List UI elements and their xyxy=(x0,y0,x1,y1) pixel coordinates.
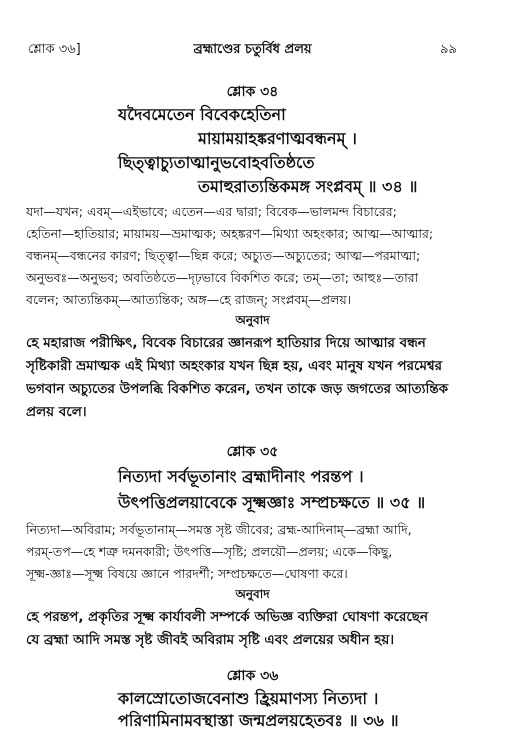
verse-35-word-meaning-line: সূক্ষ্ম-জ্ঞাঃ—সূক্ষ্ম বিষয়ে জ্ঞানে পারদর্শী; সম্প্রচক্ষতে—ঘোষণা করে। xyxy=(26,566,348,581)
verse-35-line-1: নিত্যদা সর্বভূতানাং ব্রহ্মাদীনাং পরন্তপ । xyxy=(118,467,364,486)
verse-34-translation-line: ভগবান অচ্যুতের উপলব্ধি বিকশিত করেন, তখন তাকে জড় জগতের আত্যন্তিক xyxy=(26,381,449,397)
verse-34-translation-line: প্রলয় বলে। xyxy=(26,404,87,420)
verse-36-line-1: কালস্রোতোজবেনাশু হ্রিয়মাণস্য নিত্যদা । xyxy=(118,689,379,708)
verse-35-word-meaning-line: নিত্যদা—অবিরাম; সর্বভূতানাম্—সমস্ত সৃষ্ট জীবের; ব্রহ্ম-আদিনাম্—ব্রহ্মা আদি, xyxy=(26,522,412,537)
verse-35-label: শ্লোক ৩৫ xyxy=(226,444,279,460)
header-verse-ref: শ্লোক ৩৬] xyxy=(28,42,81,57)
verse-35-word-meaning-line: পরম্-তপ—হে শত্রু দমনকারী; উৎপত্তি—সৃষ্টি; প্রলয়ৌ—প্রলয়; একে—কিছু, xyxy=(26,544,393,559)
verse-34-word-meaning-line: বলেন; আত্যন্তিকম্—আত্যন্তিক; অঙ্গ—হে রাজন্; সংপ্লবম্—প্রলয়। xyxy=(26,292,352,307)
verse-35-translation-label: অনুবাদ xyxy=(235,587,270,601)
verse-34-word-meaning-line: অনুভবঃ—অনুভব; অবতিষ্ঠতে—দৃঢ়ভাবে বিকশিত করে; তম্—তা; আহুঃ—তারা xyxy=(26,270,419,285)
verse-34-label: শ্লোক ৩৪ xyxy=(226,84,279,100)
page-number: ৯৯ xyxy=(440,42,457,57)
verse-35-line-2: উৎপত্তিপ্রলয়াবেকে সূক্ষ্মজ্ঞাঃ সম্প্রচক্ষতে ॥ ৩৫ ॥ xyxy=(118,493,426,512)
verse-35-translation-line: যে ব্রহ্মা আদি সমস্ত সৃষ্ট জীবই অবিরাম সৃষ্টি এবং প্রলয়ের অধীন হয়। xyxy=(26,632,395,648)
verse-34-line-3: ছিত্ত্বাচ্যুতাত্মানুভবোহবতিষ্ঠতে xyxy=(118,153,315,172)
verse-34-line-1: যদৈবমেতেন বিবেকহেতিনা xyxy=(118,105,286,124)
verse-34-line-4: তমাহুরাত্যন্তিকমঙ্গ সংপ্লবম্ ॥ ৩৪ ॥ xyxy=(198,177,418,196)
header-chapter-title: ব্রহ্মাণ্ডের চতুর্বিধ প্রলয় xyxy=(193,42,312,57)
verse-34-word-meaning-line: হেতিনা—হাতিয়ার; মায়াময়—ভ্রমাত্মক; অহঙ্করণ—মিথ্যা অহংকার; আত্ম—আত্মার; xyxy=(26,226,434,241)
verse-35-translation-line: হে পরন্তপ, প্রকৃতির সূক্ষ্ম কার্যাবলী সম্পর্কে অভিজ্ঞ ব্যক্তিরা ঘোষণা করেছেন xyxy=(26,609,429,625)
verse-34-translation-label: অনুবাদ xyxy=(235,313,270,327)
verse-36-label: শ্লোক ৩৬ xyxy=(226,668,279,684)
verse-34-translation-line: হে মহারাজ পরীক্ষিৎ, বিবেক বিচারের জ্ঞানরূপ হাতিয়ার দিয়ে আত্মার বন্ধন xyxy=(26,335,426,351)
verse-34-line-2: মায়াময়াহঙ্করণাত্মবন্ধনম্ । xyxy=(198,129,357,148)
verse-34-word-meaning-line: বন্ধনম্—বন্ধনের কারণ; ছিত্ত্বা—ছিন্ন করে; অচ্যুত—অচ্যুতের; আত্ম—পরমাত্মা; xyxy=(26,248,421,263)
verse-34-translation-line: সৃষ্টিকারী ভ্রমাত্মক এই মিথ্যা অহংকার যখন ছিন্ন হয়, এবং মানুষ যখন পরমেশ্বর xyxy=(26,358,443,374)
verse-34-word-meaning-line: যদা—যখন; এবম্—এইভাবে; এতেন—এর দ্বারা; বিবেক—ভালমন্দ বিচারের; xyxy=(26,204,397,219)
verse-36-line-2: পরিণামিনামবস্থাস্তা জন্মপ্রলয়হেতবঃ ॥ ৩৬ ॥ xyxy=(118,711,399,729)
